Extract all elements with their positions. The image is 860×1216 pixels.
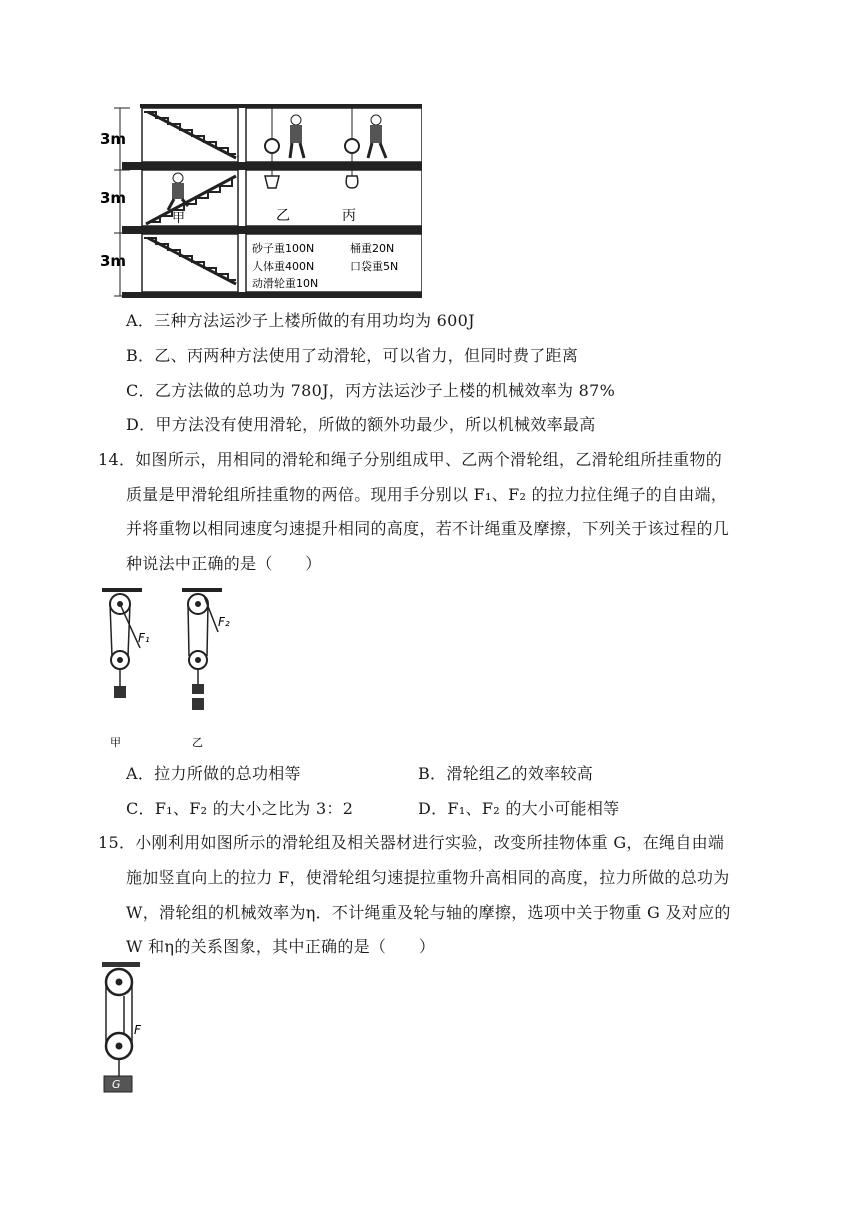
q13-option-a: A．三种方法运沙子上楼所做的有用功均为 600J bbox=[126, 311, 475, 330]
height-label: 3m bbox=[100, 130, 127, 148]
legend-bucket: 桶重20N bbox=[350, 242, 395, 255]
legend-bag: 口袋重5N bbox=[350, 260, 399, 273]
q13-option-d: D．甲方法没有使用滑轮，所做的额外功最少，所以机械效率最高 bbox=[126, 415, 596, 434]
q14-stem-line: 并将重物以相同速度匀速提升相同的高度，若不计绳重及摩擦，下列关于该过程的几 bbox=[126, 519, 730, 538]
q13-option-b: B．乙、丙两种方法使用了动滑轮，可以省力，但同时费了距离 bbox=[126, 346, 579, 365]
q13-option-c: C．乙方法做的总功为 780J，丙方法运沙子上楼的机械效率为 87% bbox=[126, 381, 616, 400]
legend-sand: 砂子重100N bbox=[252, 242, 315, 255]
q15-stem-line: 15．小刚利用如图所示的滑轮组及相关器材进行实验，改变所挂物体重 G，在绳自由端 bbox=[98, 833, 725, 852]
q14-stem-line: 质量是甲滑轮组所挂重物的两倍。现用手分别以 F₁、F₂ 的拉力拉住绳子的自由端， bbox=[126, 485, 728, 504]
figure-pulley-systems bbox=[100, 586, 246, 752]
q14-option-b: B．滑轮组乙的效率较高 bbox=[418, 764, 594, 783]
q14-option-a: A．拉力所做的总功相等 bbox=[126, 764, 301, 783]
height-label: 3m bbox=[100, 189, 127, 207]
legend-person: 人体重400N bbox=[252, 260, 315, 273]
figure-stairs-pulleys bbox=[100, 100, 422, 300]
label-f2: F₂ bbox=[218, 615, 230, 629]
label-bing: 丙 bbox=[342, 208, 356, 224]
label-f: F bbox=[134, 1023, 141, 1037]
q14-option-c: C．F₁、F₂ 的大小之比为 3：2 bbox=[126, 799, 354, 818]
height-label: 3m bbox=[100, 252, 127, 270]
label-g: G bbox=[112, 1078, 121, 1091]
label-f1: F₁ bbox=[138, 631, 150, 645]
q14-option-d: D．F₁、F₂ 的大小可能相等 bbox=[418, 799, 620, 818]
legend-pulley: 动滑轮重10N bbox=[252, 277, 319, 290]
q14-stem-line: 种说法中正确的是（ ） bbox=[126, 554, 322, 573]
label-yi: 乙 bbox=[276, 208, 290, 224]
label-jia: 甲 bbox=[110, 736, 121, 749]
figure-pulley-block bbox=[100, 960, 150, 1094]
q15-stem-line: W 和η的关系图象，其中正确的是（ ） bbox=[126, 937, 436, 956]
q14-stem-line: 14．如图所示，用相同的滑轮和绳子分别组成甲、乙两个滑轮组，乙滑轮组所挂重物的 bbox=[98, 450, 723, 469]
q15-stem-line: W，滑轮组的机械效率为η．不计绳重及轮与轴的摩擦，选项中关于物重 G 及对应的 bbox=[126, 903, 731, 922]
q15-stem-line: 施加竖直向上的拉力 F，使滑轮组匀速提拉重物升高相同的高度，拉力所做的总功为 bbox=[126, 868, 730, 887]
label-yi: 乙 bbox=[192, 736, 203, 749]
label-jia: 甲 bbox=[172, 211, 186, 226]
